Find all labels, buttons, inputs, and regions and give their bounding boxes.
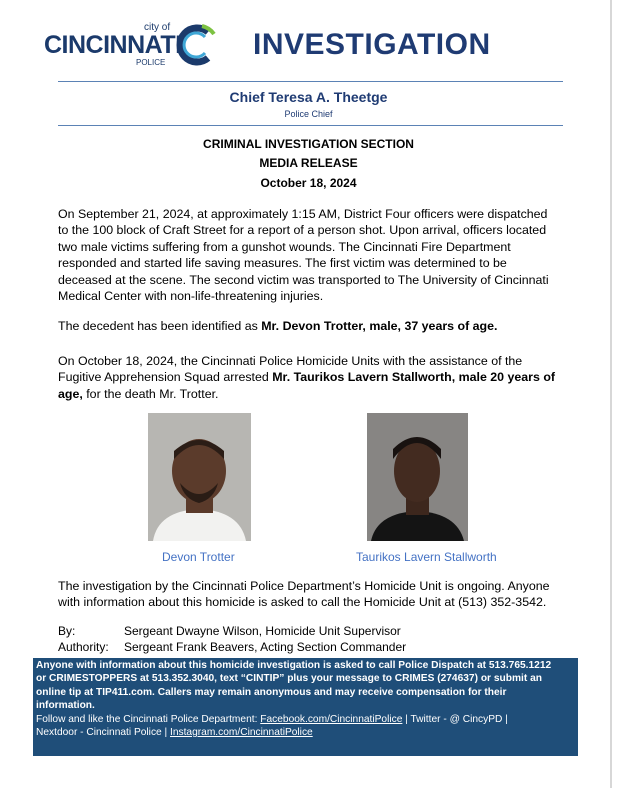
decedent-prefix: The decedent has been identified as — [58, 319, 262, 333]
suspect-photo — [367, 413, 468, 541]
victim-photo — [148, 413, 251, 541]
suspect-identity: Mr. Taurikos Lavern Stallworth, male 20 years of — [272, 370, 556, 385]
by-value: Sergeant Dwayne Wilson, Homicide Unit Supervisor — [124, 624, 401, 638]
banner-follow-line — [36, 713, 575, 726]
paragraph-line: On October 18, 2024, the Cincinnati Police Homicide Units with the assistance of the — [58, 354, 523, 368]
arrest-prefix: Fugitive Apprehension Squad arrested — [58, 370, 273, 385]
decedent-paragraph — [58, 318, 573, 334]
chief-divider — [58, 125, 563, 126]
cincinnati-police-logo — [44, 22, 219, 72]
by-label: By: — [58, 624, 76, 638]
facebook-link[interactable]: Facebook.com/CincinnatiPolice — [260, 713, 403, 725]
paragraph-line — [58, 369, 573, 385]
chief-title: Police Chief — [284, 109, 333, 119]
banner-follow-line — [36, 726, 575, 739]
arrest-suffix: for the death Mr. Trotter. — [82, 386, 219, 401]
follow-middle: | Twitter - @ CincyPD | — [402, 713, 508, 725]
logo-city-text: city of — [144, 22, 171, 33]
header-divider — [58, 81, 563, 82]
chief-name: Chief Teresa A. Theetge — [229, 89, 388, 105]
banner-line: or CRIMESTOPPERS at 513.352.3040, text “CINTIP” plus your message to CRIMES (274637) or submit an — [36, 673, 542, 685]
paragraph-line: On September 21, 2024, at approximately 1:15 AM, District Four officers were dispatched — [58, 207, 548, 221]
section-title: CRIMINAL INVESTIGATION SECTION — [203, 137, 414, 151]
nextdoor-text: Nextdoor - Cincinnati Police | — [36, 727, 171, 739]
incident-paragraph — [58, 206, 573, 304]
victim-portrait-icon — [148, 413, 251, 541]
authority-line — [58, 640, 406, 654]
suspect-identity-end: age, — [58, 386, 83, 401]
suspect-portrait-icon — [367, 413, 468, 541]
follow-prefix: Follow and like the Cincinnati Police Department: — [36, 713, 261, 725]
release-date: October 18, 2024 — [260, 176, 357, 190]
tip-banner — [33, 658, 578, 756]
banner-line: online tip at TIP411.com. Callers may remain anonymous and may receive compensation for their — [36, 686, 507, 698]
paragraph-line — [58, 386, 573, 402]
paragraph-line: deceased at the scene. The second victim was transported to The University of Cincinnati — [58, 272, 549, 287]
ongoing-paragraph — [58, 578, 573, 611]
banner-line: Anyone with information about this homicide investigation is asked to call Police Dispatch at 513.765.1212 — [36, 660, 552, 671]
authority-value: Sergeant Frank Beavers, Acting Section Commander — [124, 640, 407, 654]
logo-police-text: POLICE — [136, 58, 166, 67]
victim-caption: Devon Trotter — [162, 550, 235, 564]
paragraph-line: responded and started life saving measures. The first victim was determined to be — [58, 256, 507, 271]
authority-label: Authority: — [58, 640, 109, 654]
by-line — [58, 624, 401, 638]
suspect-caption: Taurikos Lavern Stallworth — [356, 550, 497, 564]
page-headline: INVESTIGATION — [253, 28, 491, 61]
paragraph-line: Medical Center with non-life-threatening injuries. — [58, 289, 324, 304]
arrest-paragraph — [58, 353, 573, 402]
instagram-link[interactable]: Instagram.com/CincinnatiPolice — [170, 727, 313, 739]
c-logo-icon — [172, 22, 218, 68]
paragraph-line: with information about this homicide is asked to call the Homicide Unit at (513) 352-3542. — [58, 595, 547, 610]
paragraph-line: to the 100 block of Craft Street for a report of a person shot. Upon arrival, officers located — [58, 223, 547, 238]
banner-line: information. — [36, 700, 95, 712]
paragraph-line: The investigation by the Cincinnati Police Department’s Homicide Unit is ongoing. Anyone — [58, 579, 550, 593]
paragraph-line: two male victims suffering from a gunshot wounds. The Cincinnati Fire Department — [58, 239, 511, 254]
decedent-identity: Mr. Devon Trotter, male, 37 years of age. — [261, 319, 498, 333]
release-type: MEDIA RELEASE — [259, 156, 358, 170]
logo-name-text: CINCINNATI — [44, 31, 182, 59]
